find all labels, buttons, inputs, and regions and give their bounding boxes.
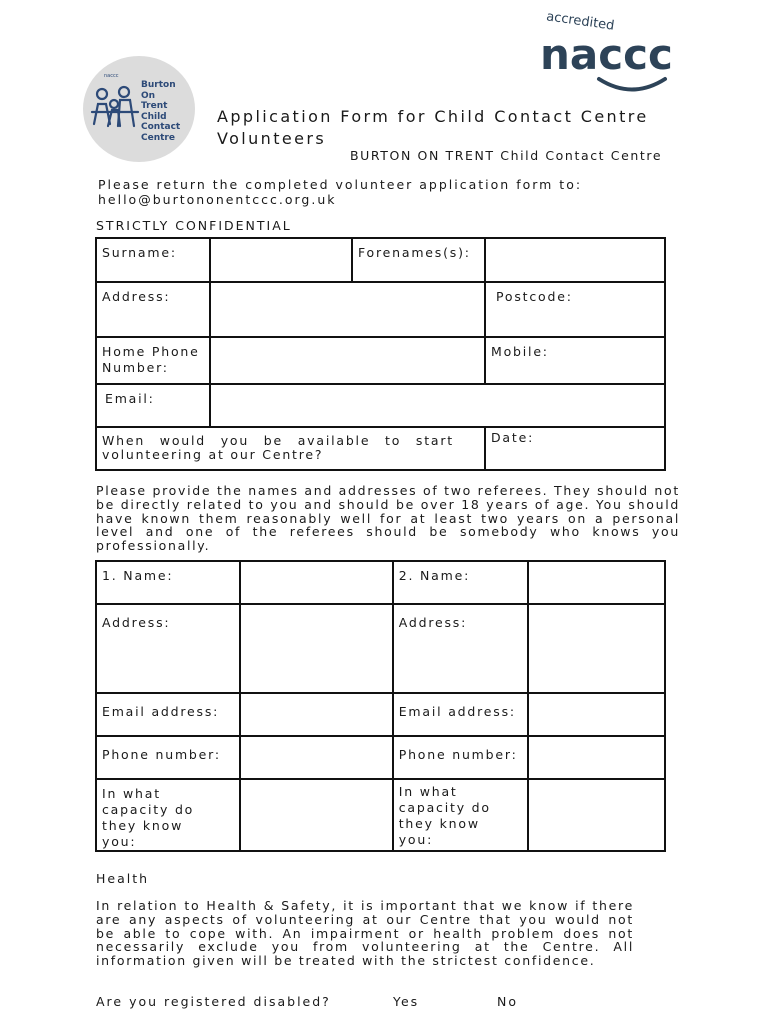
referee2-phone-label: Phone number:	[398, 747, 518, 762]
referee1-name-field[interactable]	[240, 561, 393, 604]
referee1-phone-field[interactable]	[240, 736, 393, 779]
referee1-email-label: Email address:	[102, 704, 220, 719]
referee1-phone-label: Phone number:	[102, 747, 221, 762]
address-label: Address:	[102, 289, 171, 304]
applicant-details-table	[95, 237, 666, 471]
referee2-address-field[interactable]	[528, 604, 665, 693]
referee1-name-label: 1. Name:	[102, 568, 174, 583]
naccc-smile-icon	[596, 76, 668, 94]
forenames-field[interactable]	[485, 238, 665, 282]
referee2-capacity-field[interactable]	[528, 779, 665, 851]
return-instructions: Please return the completed volunteer application form to: hello@burtononentccc.org.uk	[98, 177, 583, 207]
referee1-address-field[interactable]	[240, 604, 393, 693]
mobile-label: Mobile:	[491, 344, 549, 359]
surname-label: Surname:	[102, 245, 177, 260]
availability-question: When would you be available to start volunteering at our Centre?	[102, 433, 454, 462]
referee2-email-field[interactable]	[528, 693, 665, 736]
health-heading: Health	[96, 871, 150, 886]
burton-logo-text: Burton On Trent Child Contact Centre	[141, 80, 181, 143]
referee2-name-field[interactable]	[528, 561, 665, 604]
return-email: hello@burtononentccc.org.uk	[98, 192, 337, 207]
postcode-label: Postcode:	[496, 289, 573, 304]
referees-table	[95, 560, 666, 852]
home-phone-label: Home Phone Number:	[102, 344, 200, 375]
family-figures-icon	[90, 82, 140, 134]
referee2-name-label: 2. Name:	[398, 568, 471, 583]
referee2-capacity-label: In what capacity do they know you:	[398, 784, 491, 847]
surname-field[interactable]	[210, 238, 352, 282]
referee1-capacity-field[interactable]	[240, 779, 393, 851]
referee1-email-field[interactable]	[240, 693, 393, 736]
address-field[interactable]	[210, 282, 485, 337]
home-phone-field[interactable]	[210, 337, 485, 384]
referees-instructions: Please provide the names and addresses of two referees. They should not be directly related to you and should be over 18 years of age. You should have known them reasonably well for at least two years on a personal level and one of the referees should be somebody who knows you professionally.	[96, 483, 680, 554]
disabled-question: Are you registered disabled?	[96, 994, 331, 1009]
naccc-logo: naccc	[540, 30, 673, 79]
disabled-no-option[interactable]: No	[497, 994, 518, 1009]
referee2-address-label: Address:	[398, 615, 468, 630]
referee1-capacity-label: In what capacity do they know you:	[102, 786, 195, 849]
confidential-heading: STRICTLY CONFIDENTIAL	[96, 218, 292, 233]
centre-subtitle: BURTON ON TRENT Child Contact Centre	[350, 148, 663, 163]
burton-logo-naccc-mark: naccc	[104, 73, 119, 79]
forenames-label: Forenames(s):	[358, 245, 471, 260]
disabled-yes-option[interactable]: Yes	[393, 994, 420, 1009]
naccc-accredited-text: accredited	[545, 9, 616, 34]
referee2-email-label: Email address:	[398, 704, 516, 719]
referee1-address-label: Address:	[102, 615, 171, 630]
health-statement: In relation to Health & Safety, it is important that we know if there are any aspects of volunteering at our Centre that you would not be able to cope with. An impairment or health problem does not necessarily exclude you from volunteering at the Centre. All information given will be treated with the strictest confidence.	[96, 898, 634, 969]
email-label: Email:	[105, 391, 155, 406]
page-title: Application Form for Child Contact Centre Volunteers	[217, 107, 649, 148]
referee2-phone-field[interactable]	[528, 736, 665, 779]
email-field[interactable]	[210, 384, 665, 427]
date-label: Date:	[491, 430, 535, 445]
